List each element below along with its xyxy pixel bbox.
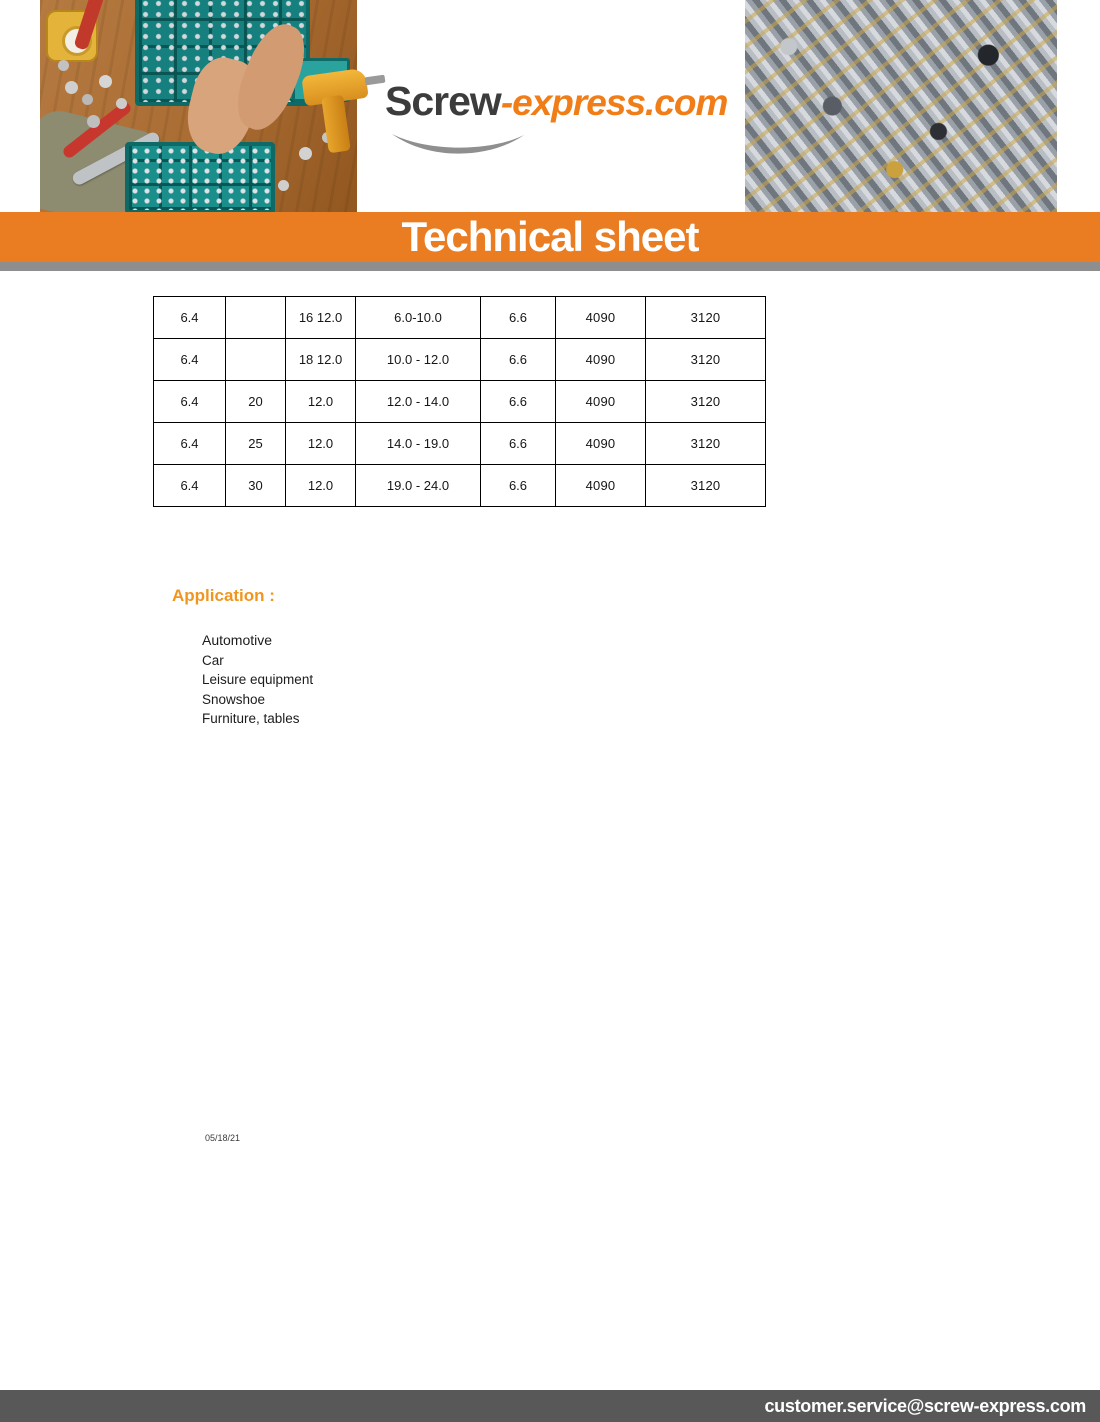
table-cell: 6.4 (154, 297, 226, 339)
table-cell: 6.6 (481, 465, 556, 507)
table-cell: 4090 (556, 381, 646, 423)
brand-logo-text-orange: -express.com (500, 82, 728, 123)
screw-organizer-illustration (125, 142, 275, 212)
table-cell: 4090 (556, 339, 646, 381)
table-row (154, 465, 766, 507)
brand-logo (385, 78, 728, 134)
table-cell: 16 12.0 (286, 297, 356, 339)
table-cell: 12.0 (286, 465, 356, 507)
table-cell: 14.0 - 19.0 (356, 423, 481, 465)
brand-logo-text-dark: Screw (385, 78, 501, 124)
washers-illustration (40, 0, 47, 7)
banner-shadow-strip (0, 262, 1100, 271)
table-cell: 3120 (646, 465, 766, 507)
table-cell: 6.4 (154, 381, 226, 423)
table-cell: 18 12.0 (286, 339, 356, 381)
application-heading: Application : (172, 586, 275, 605)
table-cell: 12.0 - 14.0 (356, 381, 481, 423)
table-cell: 3120 (646, 423, 766, 465)
table-cell: 6.6 (481, 423, 556, 465)
screws-photo (745, 0, 1057, 212)
table-row (154, 381, 766, 423)
list-item: Furniture, tables (202, 711, 300, 726)
list-item: Leisure equipment (202, 672, 314, 687)
drill-icon (303, 64, 387, 176)
header (0, 0, 1100, 212)
application-list (202, 631, 313, 729)
table-cell: 6.4 (154, 339, 226, 381)
list-item: Snowshoe (202, 691, 266, 707)
page-title: Technical sheet (401, 213, 699, 260)
list-item: Automotive (202, 632, 273, 648)
table-row (154, 297, 766, 339)
table-cell: 10.0 - 12.0 (356, 339, 481, 381)
table-cell: 3120 (646, 297, 766, 339)
table-cell: 6.6 (481, 339, 556, 381)
table-cell: 12.0 (286, 423, 356, 465)
table-cell: 25 (226, 423, 286, 465)
table-cell: 20 (226, 381, 286, 423)
table-cell: 6.0-10.0 (356, 297, 481, 339)
spec-table (153, 296, 766, 507)
table-cell: 6.6 (481, 381, 556, 423)
table-row (154, 423, 766, 465)
list-item: Car (202, 652, 224, 668)
footer-bar (0, 1390, 1100, 1422)
footer-email: customer.service@screw-express.com (764, 1395, 1086, 1416)
table-cell: 30 (226, 465, 286, 507)
table-cell: 12.0 (286, 381, 356, 423)
table-cell (226, 339, 286, 381)
table-cell: 4090 (556, 423, 646, 465)
table-cell: 3120 (646, 381, 766, 423)
table-cell: 6.4 (154, 423, 226, 465)
table-cell: 3120 (646, 339, 766, 381)
table-cell: 6.4 (154, 465, 226, 507)
table-cell: 4090 (556, 297, 646, 339)
document-date: 05/18/21 (205, 1133, 241, 1143)
table-cell: 6.6 (481, 297, 556, 339)
table-cell (226, 297, 286, 339)
table-cell: 4090 (556, 465, 646, 507)
table-cell: 19.0 - 24.0 (356, 465, 481, 507)
logo-swoosh-icon (388, 130, 528, 160)
banner (0, 212, 1100, 262)
table-row (154, 339, 766, 381)
